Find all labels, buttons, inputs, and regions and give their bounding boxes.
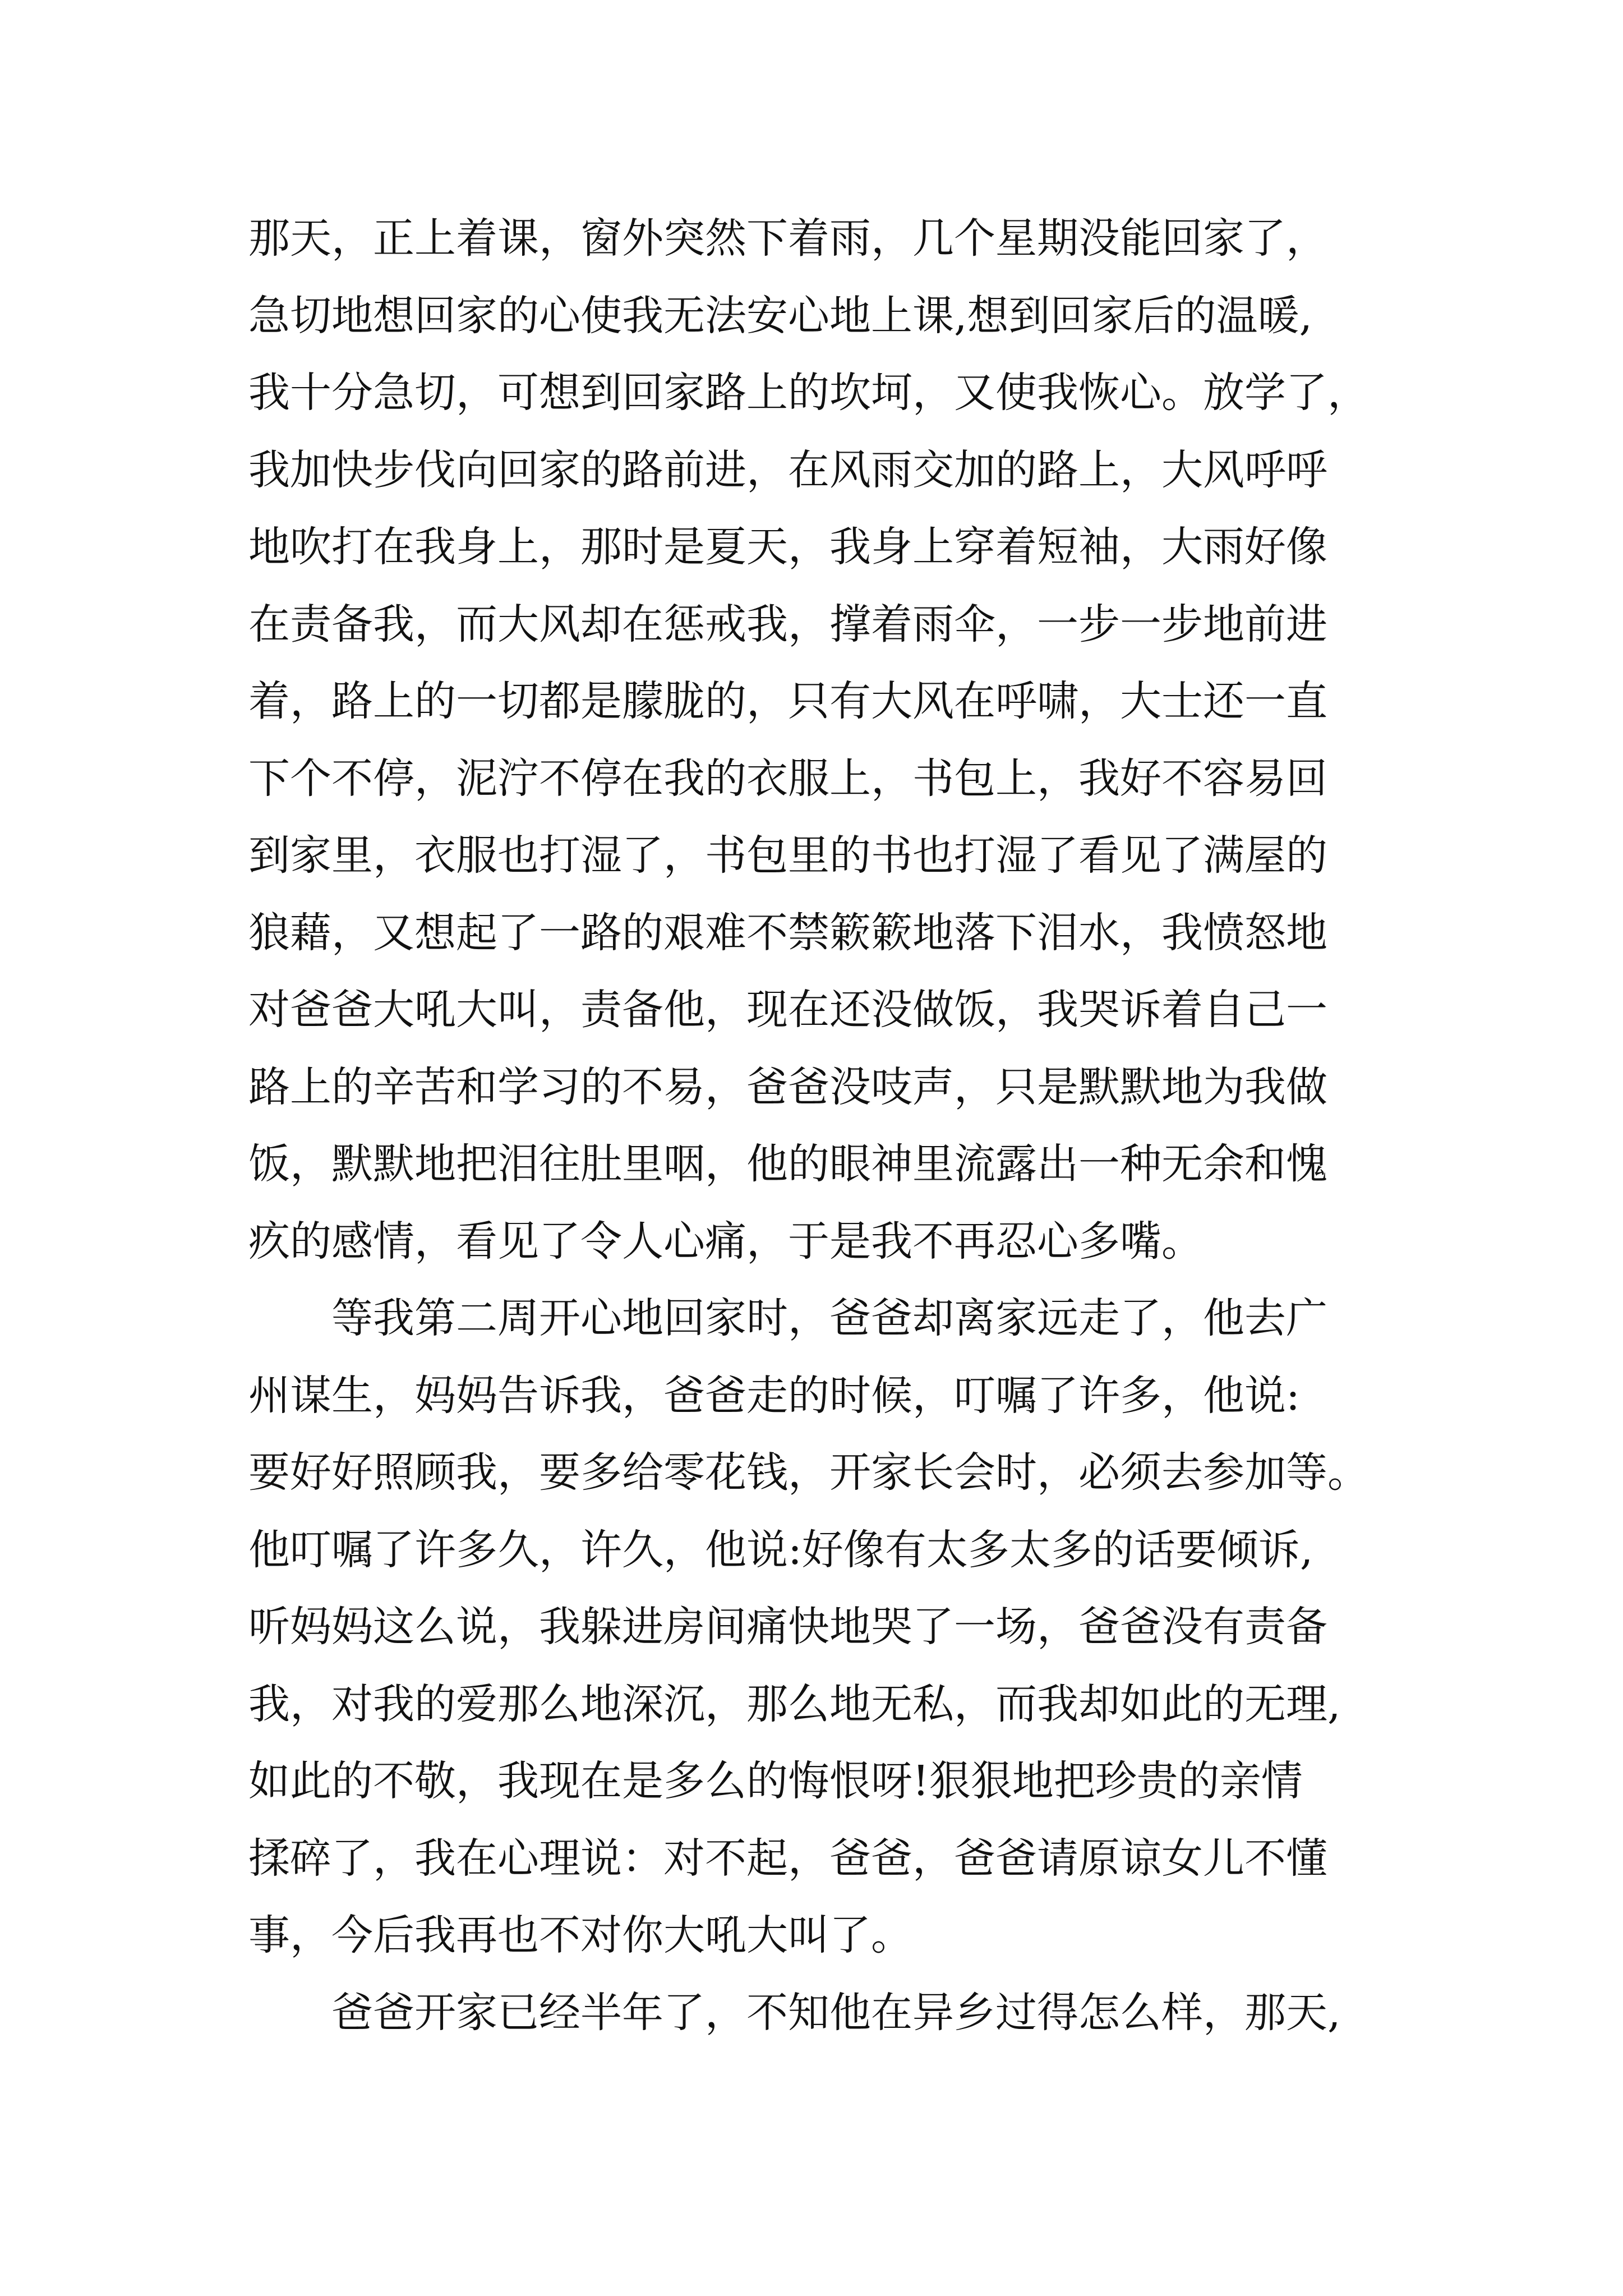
text-line: 路上的辛苦和学习的不易，爸爸没吱声，只是默默地为我做 [248, 1062, 1327, 1111]
text-line: 饭，默默地把泪往肚里咽，他的眼神里流露出一种无余和愧 [248, 1140, 1327, 1188]
text-line: 要好好照顾我，要多给零花钱，开家长会时，必须去参加等。 [248, 1448, 1369, 1497]
text-line: 那天，正上着课，窗外突然下着雨，几个星期没能回家了， [248, 214, 1327, 263]
text-line: 在责备我，而大风却在惩戒我，撑着雨伞，一步一步地前进 [248, 600, 1327, 648]
text-line: 等我第二周开心地回家时，爸爸却离家远走了，他去广 [248, 1294, 1327, 1342]
text-line: 揉碎了，我在心理说：对不起，爸爸，爸爸请原谅女儿不懂 [248, 1834, 1327, 1883]
text-line: 着，路上的一切都是朦胧的，只有大风在呼啸，大士还一直 [248, 677, 1327, 725]
text-line: 我，对我的爱那么地深沉，那么地无私，而我却如此的无理, [248, 1680, 1341, 1728]
text-line: 我加快步伐向回家的路前进，在风雨交加的路上，大风呼呼 [248, 445, 1327, 494]
body-text [248, 200, 1426, 2051]
text-line: 我十分急切，可想到回家路上的坎坷，又使我恢心。放学了， [248, 369, 1369, 417]
text-line: 听妈妈这么说，我躲进房间痛快地哭了一场，爸爸没有责备 [248, 1603, 1327, 1651]
text-line: 爸爸开家已经半年了，不知他在异乡过得怎么样，那天, [248, 1988, 1341, 2037]
text-line: 如此的不敬，我现在是多么的悔恨呀!狠狠地把珍贵的亲情 [248, 1757, 1303, 1805]
text-line: 州谋生，妈妈告诉我，爸爸走的时候，叮嘱了许多，他说: [248, 1371, 1300, 1420]
text-line: 急切地想回家的心使我无法安心地上课,想到回家后的温暖, [248, 291, 1313, 340]
text-line: 下个不停，泥泞不停在我的衣服上，书包上，我好不容易回 [248, 754, 1327, 803]
text-line: 疚的感情，看见了令人心痛，于是我不再忍心多嘴。 [248, 1217, 1203, 1266]
text-line: 事，今后我再也不对你大吼大叫了。 [248, 1911, 912, 1959]
text-line: 狼藉，又想起了一路的艰难不禁簌簌地落下泪水，我愤怒地 [248, 908, 1327, 957]
text-line: 到家里，衣服也打湿了，书包里的书也打湿了看见了满屋的 [248, 831, 1327, 880]
text-line: 他叮嘱了许多久，许久，他说:好像有太多太多的话要倾诉, [248, 1525, 1313, 1574]
text-line: 地吹打在我身上，那时是夏天，我身上穿着短袖，大雨好像 [248, 523, 1327, 571]
text-line: 对爸爸大吼大叫，责备他，现在还没做饭，我哭诉着自己一 [248, 986, 1327, 1034]
